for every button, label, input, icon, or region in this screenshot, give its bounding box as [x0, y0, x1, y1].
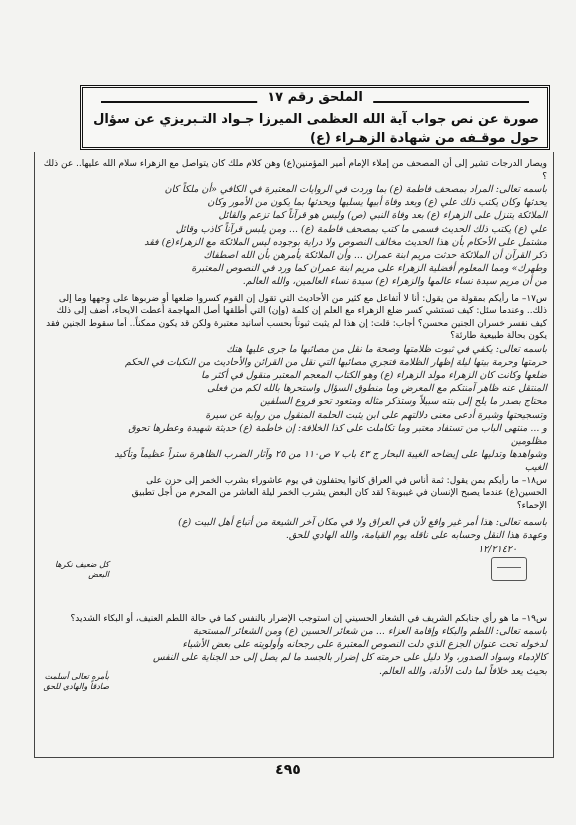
handwritten-line: ضلعها وكانت كان الزهراء مولد الزهراء (ع) وهو الكتاب المعجم المعتبر منقول في أكثر ما [201, 370, 547, 382]
handwritten-line: وطهرك» ومما المعلوم أفضلية الزهراء على مريم ابنة عمران كما ورد في النصوص المعتبرة [191, 263, 547, 275]
handwritten-line: باسمه تعالى: اللطم والبكاء وإقامة العزاء ... من شعائر الحسين (ع) ومن الشعائر المستحبة [193, 626, 547, 638]
handwritten-line: لدخوله تحت عنوان الجزع الذي دلت النصوص المعتبرة على رجحانه وأولويته على بعض الأشياء [182, 639, 547, 651]
page-number: ٤٩٥ [275, 762, 301, 778]
appendix-title-box [80, 85, 550, 150]
answer-19-handwritten [41, 625, 547, 678]
answer-18-handwritten [111, 516, 547, 542]
handwritten-line: باسمه تعالى: المراد بمصحف فاطمة (ع) بما وردت في الروايات المعتبرة في الكافي «أن ملكاً كان [164, 184, 547, 195]
answer-17-handwritten [111, 343, 547, 475]
handwritten-line: كالإدماء وسواد الصدور، ولا دليل على حرمته كل إضرار بالجسد ما لم يصل إلى حد الجناية على النفس [153, 652, 547, 664]
handwritten-line: ذكر القرآن أن الملائكة حدثت مريم ابنة عمران ... وأن الملائكة يأمرهن بأن الله اصطفاك [203, 250, 547, 262]
handwritten-line: الملائكة يتنزل على الزهراء (ع) بعد وفاة النبي (ص) وليس هو قرآناً كما تزعم والقائل [218, 210, 547, 222]
handwritten-line: باسمه تعالى: هذا أمر غير واقع لأن في العراق ولا في مكان آخر الشيعة من أتباع أهل البيت (ع) [178, 517, 547, 529]
handwritten-line: المنتقل عنه ظاهر آمنتكم مع المعرض وما منطوق السؤال واستحرها بالله لكم من فعلى [207, 383, 547, 395]
appendix-label: الملحق رقم ١٧ [257, 90, 373, 105]
handwritten-line: وتسجيحتها وشيرة أدعى معنى دلالتهم على ابن يثبت الحلمة المنقول من رواية عن سيرة [205, 409, 547, 421]
answer-16-handwritten [41, 183, 547, 289]
handwritten-line: وشواهدها وتدليها على إيضاحه الغيبة البحار ج ٤٣ باب ٧ ص١١٠ من ٢٥ وآثار الضرب الظاهرة ستراً عظيماً وتأكيد الغيب [114, 449, 547, 474]
handwritten-line: من أن مريم سيدة نساء عالمها والزهراء (ع) سيدة نساء العالمين، والله العالم. [242, 276, 547, 288]
signature-area [417, 543, 537, 589]
question-18-text: س١٨– ما رأيكم بمن يقول: ثمة أناس في العراق كانوا يحتفلون في يوم عاشوراء بشرب الخمر إلى حزن على الحسين(ع) عندما يصبح الإنسان في غيبوبة؟ لقد كان البعض يشرب الخمر ليلة العاشر من المحرم من أجل تطبيق الإحماء؟ [131, 475, 547, 511]
handwritten-line: حرمتها وحرمة بيتها ليلة إظهار الظلامة فتجري مصائبها التي نقل من القرائن والأحاديث من النكبات في الحكم [124, 356, 547, 368]
handwritten-line: محتاج بصدر ما يلح إلى بنته سبيلاً وستذكر مثاله ومتعود تحو فروع السلفين [259, 396, 547, 408]
margin-note: كل ضعيف نكرها البعض [54, 560, 109, 579]
handwritten-line: علي (ع) يكتب ذلك الحديث فسمى ما كتب بمصحف فاطمة (ع) ... ومن يلبس قرآناً كاذب وقائل [175, 223, 547, 235]
question-16-text: ويصار الدرجات تشير إلى أن المصحف من إملاء الإمام أمير المؤمنين(ع) وهن كلام ملك كان يتواصل مع الزهراء سلام الله عليها.. عن ذلك ؟ [43, 159, 547, 182]
margin-note: بأمره تعالى أسلمت صادقاً والهادي للحق [43, 672, 109, 691]
handwritten-line: و ... منتهى الباب من تستفاد معتبر وما تكاملت على كذا الخلافة: إن خاطمة (ع) حديثة شهيدة وعطرها تحوق مظلومين [128, 422, 547, 448]
handwritten-line: باسمه تعالى: يكفي في ثبوت ظلامتها وصحة ما نقل من مصائبها ما جرى عليها هتك [226, 343, 547, 355]
handwritten-line: بحيث يعد خلافاً لما دلت الأدلة، والله العالم. [379, 665, 547, 677]
handwritten-line: يحدثها وكان يكتب ذلك علي (ع) وبعد وفاة أبيها يسليها ويحدثها بما يكون من الأمور وكان [207, 197, 547, 209]
handwritten-line: مشتمل على الأحكام بأن هذا الحديث مخالف النصوص ولا دراية بوجوده ليس الملائكة مع الزهراء(ع) فقد [144, 236, 547, 248]
question-17-text: س١٧– ما رأيكم بمقولة من يقول: أنا لا أتفاعل مع كثير من الأحاديث التي تقول إن القوم كسروا ضلعها أو ضربوها على وجهها وما إلى ذلك.. وعندما سئل: كيف تستشي كسر ضلع الزهراء مع العلم إن كلمة (وإن) التي أطلقها أصل المهاجمة أعطت الايحاء، أضف إلى ذلك كيف نفسر خسران الجنين محسن؟ أجاب: قلت: إن هذا لم يثبت ثبوتاً بحسب أسانيد معتبرة ولكن قد يكون ممكناً.. أما سقوط الجنين فقد يكون بحالة طبيعية طارئة؟ [46, 293, 547, 342]
official-seal-stamp [491, 557, 527, 581]
signature-scribble: ١٢/٢١٤٢٠ [478, 543, 517, 555]
question-19-text: س١٩– ما هو رأي جنابكم الشريف في الشعار الحسيني إن استوجب الإضرار بالنفس كما في حالة اللطم العنيف، أو البكاء الشديد؟ [70, 613, 547, 624]
handwritten-line: وعهدة هذا النقل وحسابه على ناقله يوم القيامة، والله الهادي للحق. [285, 530, 547, 542]
appendix-heading: صورة عن نص جواب آية الله العظمى الميرزا جـواد التـبريزي عن سؤال حول موقـفه من شهادة الزهـراء (ع) [93, 112, 539, 146]
answer-document [34, 152, 554, 758]
